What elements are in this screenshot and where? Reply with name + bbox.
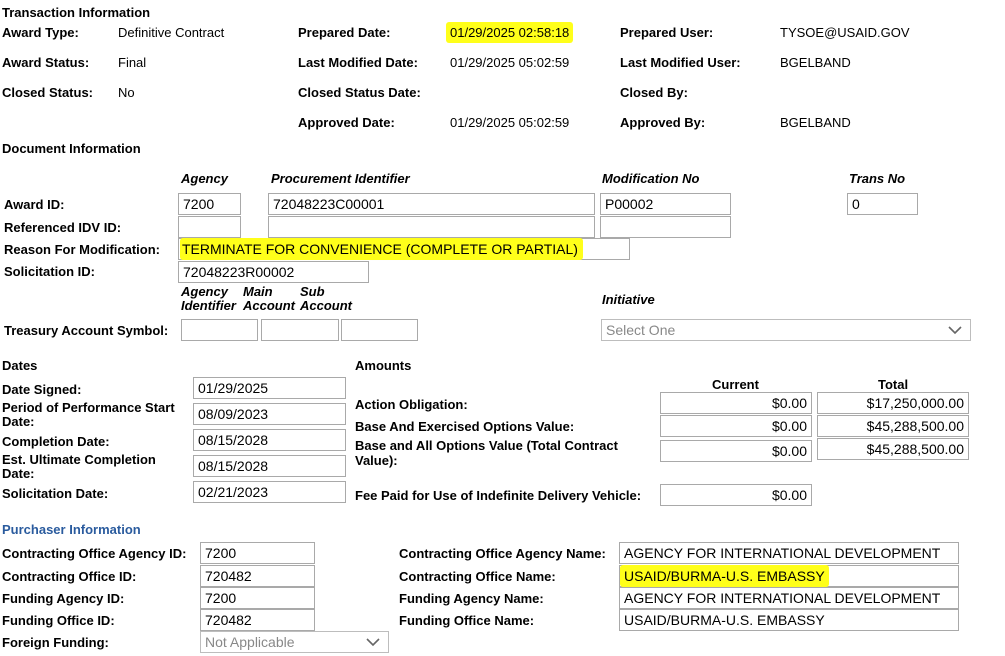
base-all-options-label: Base and All Options Value (Total Contract Value):	[355, 438, 618, 468]
funding-office-id-input[interactable]: 720482	[200, 609, 315, 631]
award-type-label: Award Type:	[2, 25, 79, 40]
award-status-value: Final	[118, 55, 147, 70]
prepared-user-label: Prepared User:	[620, 25, 714, 40]
ref-idv-modification-input[interactable]	[600, 216, 731, 238]
reason-for-modification-label: Reason For Modification:	[4, 242, 160, 257]
closed-by-label: Closed By:	[620, 85, 688, 100]
date-signed-input[interactable]: 01/29/2025	[193, 377, 346, 399]
completion-date-input[interactable]: 08/15/2028	[193, 429, 346, 451]
est-ultimate-completion-input[interactable]: 08/15/2028	[193, 455, 346, 477]
col-trans-no: Trans No	[849, 171, 906, 186]
date-signed-label: Date Signed:	[2, 382, 82, 397]
approved-date-value: 01/29/2025 05:02:59	[450, 115, 570, 130]
award-procurement-id-input[interactable]: 72048223C00001	[268, 193, 595, 215]
co-id-input[interactable]: 720482	[200, 565, 315, 587]
last-modified-date-label: Last Modified Date:	[298, 55, 418, 70]
col-sub-account: Sub Account	[300, 284, 352, 313]
col-agency-identifier: Agency Identifier	[181, 284, 236, 313]
treasury-main-account-input[interactable]	[261, 319, 339, 341]
co-agency-name-input[interactable]: AGENCY FOR INTERNATIONAL DEVELOPMENT	[619, 542, 959, 564]
award-type-value: Definitive Contract	[118, 25, 225, 40]
closed-status-label: Closed Status:	[2, 85, 94, 100]
award-id-label: Award ID:	[4, 197, 65, 212]
treasury-account-label: Treasury Account Symbol:	[4, 323, 169, 338]
approved-by-label: Approved By:	[620, 115, 706, 130]
ref-idv-procurement-id-input[interactable]	[268, 216, 595, 238]
col-total: Total	[878, 377, 909, 392]
co-id-label: Contracting Office ID:	[2, 569, 137, 584]
document-header: Document Information	[2, 141, 141, 156]
treasury-sub-account-input[interactable]	[341, 319, 418, 341]
chevron-down-icon	[366, 635, 380, 649]
foreign-funding-label: Foreign Funding:	[2, 635, 109, 650]
col-modification-no: Modification No	[602, 171, 700, 186]
chevron-down-icon	[948, 323, 962, 337]
base-exercised-total-input[interactable]: $45,288,500.00	[817, 415, 969, 437]
action-obligation-total-input[interactable]: $17,250,000.00	[817, 392, 969, 414]
prepared-date-label: Prepared Date:	[298, 25, 391, 40]
solicitation-date-label: Solicitation Date:	[2, 486, 109, 501]
prepared-date-value: 01/29/2025 02:58:18	[446, 22, 573, 43]
initiative-select-value: Select One	[606, 322, 676, 338]
last-modified-user-value: BGELBAND	[780, 55, 851, 70]
co-agency-id-input[interactable]: 7200	[200, 542, 315, 564]
modification-no-input[interactable]: P00002	[600, 193, 731, 215]
completion-date-label: Completion Date:	[2, 434, 110, 449]
base-exercised-current-input[interactable]: $0.00	[660, 415, 812, 437]
funding-agency-id-input[interactable]: 7200	[200, 587, 315, 609]
co-agency-id-label: Contracting Office Agency ID:	[2, 546, 187, 561]
fee-paid-label: Fee Paid for Use of Indefinite Delivery Vehicle:	[355, 488, 642, 503]
purchaser-header: Purchaser Information	[2, 522, 141, 537]
closed-status-date-label: Closed Status Date:	[298, 85, 421, 100]
dates-header: Dates	[2, 358, 38, 373]
amounts-header: Amounts	[355, 358, 412, 373]
est-ultimate-completion-label: Est. Ultimate Completion Date:	[2, 452, 156, 481]
approved-date-label: Approved Date:	[298, 115, 395, 130]
co-name-value: USAID/BURMA-U.S. EMBASSY	[620, 565, 829, 587]
prepared-user-value: TYSOE@USAID.GOV	[780, 25, 910, 40]
co-name-label: Contracting Office Name:	[399, 569, 556, 584]
co-agency-name-label: Contracting Office Agency Name:	[399, 546, 606, 561]
pop-start-label: Period of Performance Start Date:	[2, 400, 175, 429]
reason-for-modification-value: TERMINATE FOR CONVENIENCE (COMPLETE OR PARTIAL)	[180, 238, 583, 260]
base-all-options-current-input[interactable]: $0.00	[660, 440, 812, 462]
referenced-idv-label: Referenced IDV ID:	[4, 220, 122, 235]
award-status-label: Award Status:	[2, 55, 90, 70]
foreign-funding-value: Not Applicable	[205, 634, 295, 650]
last-modified-date-value: 01/29/2025 05:02:59	[450, 55, 570, 70]
initiative-select[interactable]	[601, 319, 971, 341]
col-procurement-identifier: Procurement Identifier	[271, 171, 410, 186]
treasury-agency-identifier-input[interactable]	[181, 319, 258, 341]
fee-paid-current-input[interactable]: $0.00	[660, 484, 812, 506]
action-obligation-current-input[interactable]: $0.00	[660, 392, 812, 414]
solicitation-date-input[interactable]: 02/21/2023	[193, 481, 346, 503]
trans-no-input[interactable]: 0	[847, 193, 918, 215]
solicitation-id-label: Solicitation ID:	[4, 264, 95, 279]
solicitation-id-input[interactable]: 72048223R00002	[178, 261, 369, 283]
ref-idv-agency-input[interactable]	[178, 216, 241, 238]
funding-office-name-input[interactable]: USAID/BURMA-U.S. EMBASSY	[619, 609, 959, 631]
approved-by-value: BGELBAND	[780, 115, 851, 130]
closed-status-value: No	[118, 85, 135, 100]
col-current: Current	[712, 377, 759, 392]
col-main-account: Main Account	[243, 284, 295, 313]
funding-office-name-label: Funding Office Name:	[399, 613, 535, 628]
base-all-options-total-input[interactable]: $45,288,500.00	[817, 438, 969, 460]
col-agency: Agency	[181, 171, 228, 186]
foreign-funding-select[interactable]	[200, 631, 389, 653]
transaction-header: Transaction Information	[2, 5, 151, 20]
funding-office-id-label: Funding Office ID:	[2, 613, 115, 628]
funding-agency-name-label: Funding Agency Name:	[399, 591, 544, 606]
award-agency-input[interactable]: 7200	[178, 193, 241, 215]
last-modified-user-label: Last Modified User:	[620, 55, 741, 70]
pop-start-input[interactable]: 08/09/2023	[193, 403, 346, 425]
base-exercised-label: Base And Exercised Options Value:	[355, 419, 575, 434]
action-obligation-label: Action Obligation:	[355, 397, 468, 412]
funding-agency-id-label: Funding Agency ID:	[2, 591, 125, 606]
funding-agency-name-input[interactable]: AGENCY FOR INTERNATIONAL DEVELOPMENT	[619, 587, 959, 609]
initiative-label: Initiative	[602, 292, 655, 307]
